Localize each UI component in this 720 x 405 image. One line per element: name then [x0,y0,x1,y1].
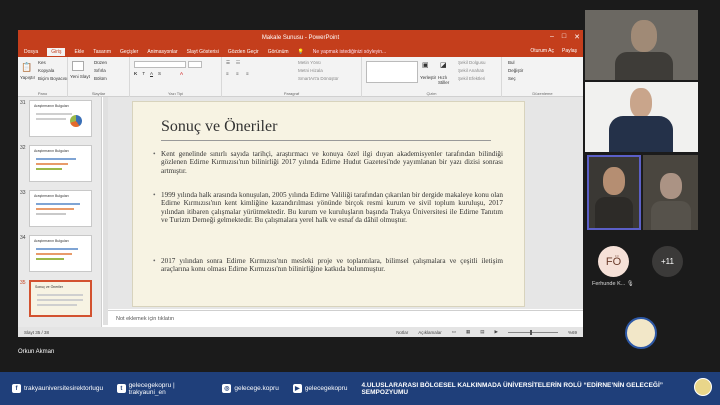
tab-gecisler[interactable]: Geçişler [119,48,139,55]
reset-button[interactable]: Sıfırla [94,68,106,73]
twitter-link[interactable] [117,382,208,396]
participant-head [631,20,657,52]
shape-fill-button[interactable]: Şekil Dolgusu [458,60,486,65]
event-title: 4.ULUSLARARASI BÖLGESEL KALKINMADA ÜNİVERSİTELERİN ROLÜ “EDİRNE’NİN GELECEĞİ” SEMPOZYUMU [361,381,664,396]
maximize-icon[interactable]: □ [561,33,567,40]
youtube-icon: ▶ [293,384,302,393]
align-left-icon[interactable]: ≡ [226,71,229,76]
thumbnail-line [37,299,83,301]
participant-avatar[interactable]: FÖ [598,246,629,277]
facebook-icon: f [12,384,21,393]
thumbnail-title: Araştırmanın Bulguları [34,104,69,108]
thumbnail-line [36,118,66,120]
clipboard-group [18,57,68,97]
slide-number: 32 [20,145,26,151]
status-bar [18,327,583,337]
reading-view-icon[interactable]: ▤ [480,329,485,334]
font-name-select[interactable] [134,61,186,68]
youtube-handle: gelecegekopru [304,385,348,392]
slide-thumbnail[interactable] [29,235,92,272]
tab-tasarim[interactable]: Tasarım [93,48,111,55]
participant-video[interactable] [585,10,698,80]
italic-icon[interactable]: T [142,71,145,76]
ribbon [18,57,583,97]
share-button[interactable]: Paylaş [561,48,577,54]
slide-thumbnail[interactable] [29,145,92,182]
slide-number: 34 [20,235,26,241]
tab-gorunum[interactable]: Görünüm [267,48,289,55]
font-group [130,57,222,97]
clipboard-label: Pano [37,91,48,96]
editing-label: Düzenleme [532,91,553,96]
thumbnail-line [36,113,72,115]
window-controls [550,33,580,41]
more-participants-button[interactable]: +11 [652,246,683,277]
center-icon[interactable]: ≡ [236,71,239,76]
participant-head [630,88,652,118]
new-slide-button[interactable]: Yeni Slayt [70,74,90,79]
account-area [530,48,577,54]
participant-body [609,116,673,152]
sign-in-link[interactable]: Oturum Aç [530,48,554,54]
thumbnail-bar [36,258,64,260]
bold-icon[interactable]: K [134,71,138,76]
twitter-icon: t [117,384,125,393]
thumbnail-bar [36,203,80,205]
slide-sorter-icon[interactable]: ▦ [465,329,471,334]
ribbon-tabs [18,46,583,57]
paste-button[interactable]: Yapıştır [20,75,36,80]
slideshow-icon[interactable]: ▶ [494,329,498,334]
window-title: Makale Sunusu - PowerPoint [261,35,340,41]
notes-placeholder: Not eklemek için tıklatın [116,316,175,322]
participant-body [651,201,691,230]
mic-muted-icon: 🎙 [626,281,634,287]
zoom-slider[interactable] [508,332,558,333]
quick-styles-icon[interactable]: ◪ [440,62,447,69]
tab-slayt-gosterisi[interactable]: Slayt Gösterisi [186,48,219,55]
tab-ekle[interactable]: Ekle [74,48,85,55]
slide-thumbnail[interactable] [29,190,92,227]
slide-number: 31 [20,100,26,106]
tab-animasyonlar[interactable]: Animasyonlar [147,48,178,55]
powerpoint-window [18,30,583,337]
shape-effects-button[interactable]: Şekil Efektleri [458,76,486,81]
select-button[interactable]: Seç [508,76,516,81]
facebook-link[interactable] [12,384,103,393]
participant-head [660,173,682,199]
title-bar [18,30,583,46]
seal-icon [694,378,712,396]
twitter-handle: gelecegekopru | trakyauni_en [128,381,175,396]
slide-number: 33 [20,190,26,196]
youtube-link[interactable] [293,384,348,393]
facebook-handle: trakyauniversitesirektorlugu [24,385,104,392]
align-right-icon[interactable]: ≡ [246,71,249,76]
thumbnail-title: Araştırmanın Bulguları [34,194,69,198]
minimize-icon[interactable]: – [549,33,554,40]
thumbnail-title: Sonuç ve Öneriler [35,285,64,289]
editing-group [502,57,583,97]
copy-button[interactable]: Kopyala [38,68,55,73]
arrange-icon[interactable]: ▣ [422,62,429,69]
participant-video[interactable] [585,82,698,152]
paragraph-group [222,57,362,97]
underline-icon[interactable]: A [150,71,154,76]
tab-gozden-gecir[interactable]: Gözden Geçir [227,48,259,55]
normal-view-icon[interactable]: ▭ [451,329,456,334]
paste-icon[interactable]: 📋 [21,62,33,72]
drawing-group [362,57,502,97]
thumbnail-bar [36,208,74,210]
thumbnail-bar [36,168,62,170]
thumbnail-bar [36,248,78,250]
slides-label: Slaytlar [91,91,106,96]
smartart-button[interactable]: SmartArt'a Dönüştür [298,76,339,81]
instagram-icon: ◎ [224,386,230,392]
paragraph-label: Paragraf [283,91,300,96]
active-speaker-video[interactable] [587,155,641,230]
find-button[interactable]: Bul [508,60,515,65]
participant-name [592,281,634,287]
bullet-item[interactable]: • 1999 yılında halk arasında konuşulan, 2005 yılında Edirne Valiliği tarafından çıkarılan bir dergide makaleye konu olan Edirne Kırmızısı'nın kent kimliğine kazandırılması yönünde birçok resmi kurum ve sivil toplum kuruluşu, 2017 yılından itibaren çalışmalar yürütmektedir. Bu kurum ve kuruluşların başında Trakya Üniversitesi ile Edirne Tanıtım ve Turizm Derneği gelmektedir. Bu çalışmalara yerel halk ve esnaf da dâhil olmuştur. [161,191,503,224]
close-icon[interactable]: ✕ [574,34,580,41]
font-label: Yazı Tipi [167,91,184,96]
slide-number: 35 [20,280,26,286]
notes-toggle[interactable]: Notlar [396,329,409,335]
university-logo [625,317,657,349]
thumbnail-line [37,304,77,306]
thumbnail-bar [36,213,66,215]
align-text-button[interactable]: Metni Hizala [298,68,323,73]
participant-body [615,52,673,80]
current-slide[interactable] [132,101,525,307]
numbering-icon[interactable]: ☷ [236,60,241,65]
thumbnail-title: Araştırmanın Bulguları [34,239,69,243]
slide-thumbnail[interactable] [29,100,92,137]
bullets-icon[interactable]: ☰ [226,60,231,65]
thumbnail-pane [18,97,102,327]
quick-styles-button[interactable]: Hızlı Stiller [438,75,450,85]
bullet-item[interactable]: • Kent genelinde sınırlı sayıda tarihçi, araştırmacı ve konuya özel ilgi duyan akademisyenler tarafından bilindiği gözlenen Edirne Kırmızısı'nın bilinirliği 2017 yılında Edirne Hudut Gazetesi'nde yayımlanan bir yazı dizisi sonrası artmıştır. [161,150,503,175]
participant-video[interactable] [643,155,698,230]
cut-button[interactable]: Kes [38,60,46,65]
section-button[interactable]: Bölüm [94,76,107,81]
title-divider [161,140,491,141]
shadow-icon[interactable]: S [158,71,162,76]
font-size-select[interactable] [188,61,202,68]
instagram-link[interactable] [222,384,278,393]
thumbnail-bar [36,163,68,165]
thumbnail-bar [36,253,72,255]
tab-dosya[interactable]: Dosya [24,48,39,55]
thumbnail-title: Araştırmanın Bulguları [34,149,69,153]
participant-head [603,167,625,195]
participant-body [595,197,633,228]
notes-pane[interactable] [108,310,583,327]
layout-button[interactable]: Düzen [94,60,108,65]
presenter-name: Orkun Akman [18,349,55,355]
thumbnail-line [37,294,83,296]
participant-name-text: Ferhunde K... [592,281,626,287]
bullet-item[interactable]: • 2017 yılından sonra Edirne Kırmızısı'nın mesleki proje ve toplantılara, bilimsel çalışmalara ve çeşitli iletişim araçlarına konu olması Edirne Kırmızısı'nın bilinirliğine katkıda bulunmuştur. [161,257,503,274]
arrange-button[interactable]: Yerleştir [420,75,437,80]
instagram-handle: gelecege.kopru [234,385,279,392]
slides-group [68,57,130,97]
format-painter-button[interactable]: Biçim Boyacısı [38,76,68,81]
footer-band [0,372,720,405]
pie-thumbnail-icon [70,115,82,127]
comments-toggle[interactable]: Açıklamalar [418,329,442,335]
font-color-icon[interactable]: A [180,71,184,76]
slide-thumbnail-selected[interactable] [29,280,92,317]
text-direction-button[interactable]: Metin Yönü [298,60,321,65]
thumbnail-bar [36,158,76,160]
tab-giris[interactable]: Giriş [47,48,65,56]
drawing-label: Çizim [426,91,437,96]
lightbulb-icon: 💡 [297,48,304,55]
tell-me-search[interactable]: Ne yapmak istediğinizi söyleyin... [312,48,387,55]
new-slide-icon[interactable] [72,61,84,71]
shape-outline-button[interactable]: Şekil Anahatı [458,68,485,73]
zoom-level[interactable]: %69 [567,329,577,335]
slide-counter: Slayt 35 / 38 [24,329,50,335]
shapes-gallery[interactable] [366,61,418,83]
slide-title[interactable]: Sonuç ve Öneriler [161,118,278,135]
replace-button[interactable]: Değiştir [508,68,524,73]
